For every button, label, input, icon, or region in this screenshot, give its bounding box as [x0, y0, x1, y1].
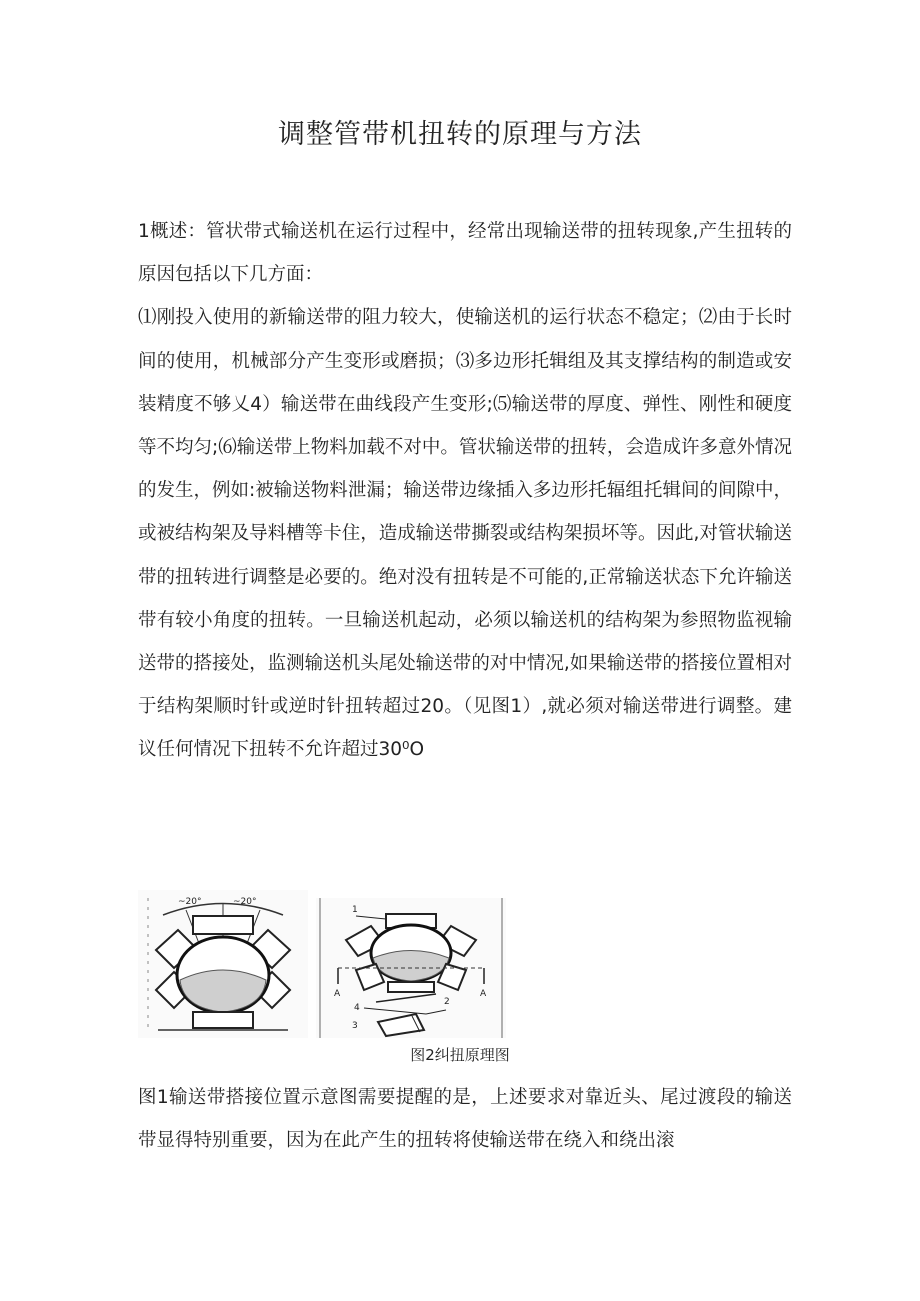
figure-block	[138, 890, 508, 1040]
label-4: 4	[354, 1003, 360, 1013]
note-paragraph-text: 图1输送带搭接位置示意图需要提醒的是，上述要求对靠近头、尾过渡段的输送带显得特别重要，因为在此产生的扭转将使输送带在绕入和绕出滚	[138, 1087, 792, 1152]
overview-paragraph: 1概述：管状带式输送机在运行过程中，经常出现输送带的扭转现象,产生扭转的原因包括以下几方面：	[138, 221, 792, 286]
twist-correction-diagram	[316, 898, 506, 1038]
angle-label-left: ~20°	[178, 897, 202, 907]
label-1: 1	[352, 905, 358, 915]
body-text	[138, 210, 792, 772]
figure-caption: 图2纠扭原理图	[410, 1046, 510, 1064]
angle-label-right: ~20°	[233, 897, 257, 907]
label-a-left: A	[334, 989, 341, 999]
document-title: 调整管带机扭转的原理与方法	[278, 119, 642, 150]
note-paragraph	[138, 1076, 792, 1162]
label-3: 3	[352, 1021, 358, 1031]
label-2: 2	[444, 997, 450, 1007]
causes-paragraph: ⑴刚投入使用的新输送带的阻力较大，使输送机的运行状态不稳定；⑵由于长时间的使用，机械部分产生变形或磨损；⑶多边形托辑组及其支撑结构的制造或安装精度不够乂4）输送带在曲线段产生变形;⑸输送带的厚度、弹性、刚性和硬度等不均匀;⑹输送带上物料加载不对中。管状输送带的扭转，会造成许多意外情况的发生，例如:被输送物料泄漏；输送带边缘插入多边形托辐组托辑间的间隙中，或被结构架及导料槽等卡住，造成输送带撕裂或结构架损坏等。因此,对管状输送带的扭转进行调整是必要的。绝对没有扭转是不可能的,正常输送状态下允许输送带有较小角度的扭转。一旦输送机起动，必须以输送机的结构架为参照物监视输送带的搭接处，监测输送机头尾处输送带的对中情况,如果输送带的搭接位置相对于结构架顺时针或逆时针扭转超过20。（见图1）,就必须对输送带进行调整。建议任何情况下扭转不允许超过30⁰O	[138, 307, 792, 761]
label-a-right: A	[480, 989, 487, 999]
belt-overlap-diagram	[138, 890, 308, 1038]
